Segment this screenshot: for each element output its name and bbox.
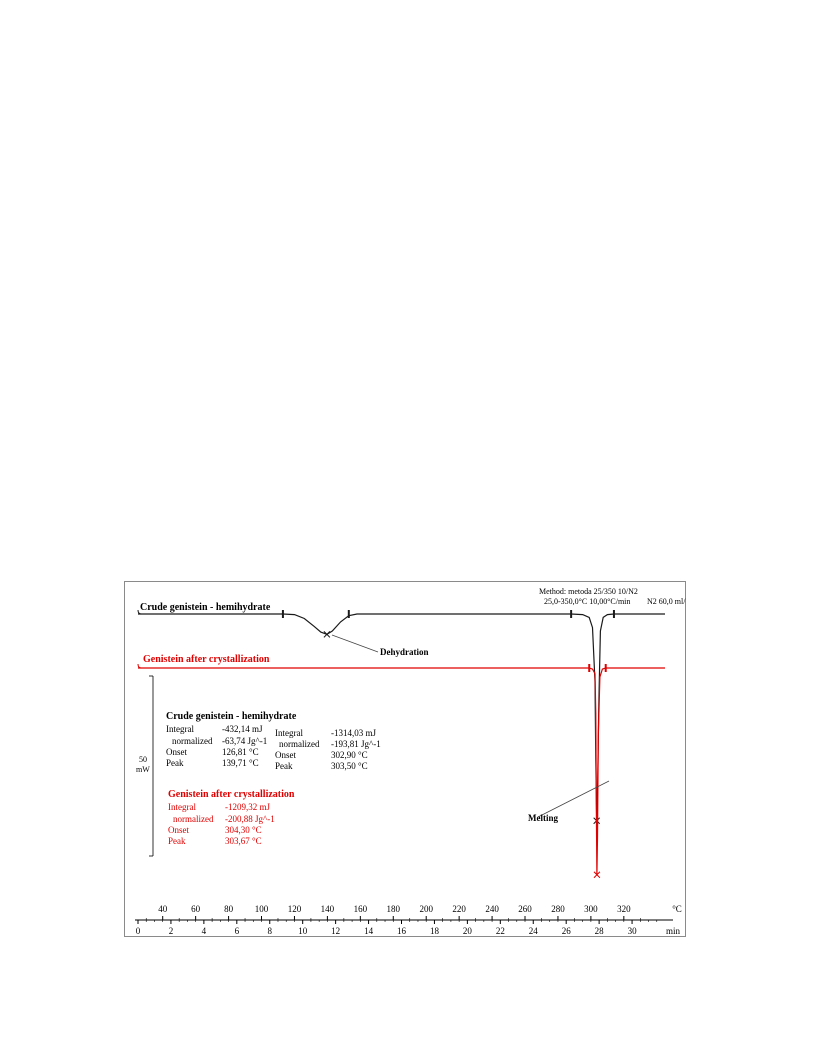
crude-dehyd-peak-value: 139,71 °C	[222, 758, 259, 768]
time-tick-label: 8	[267, 926, 272, 936]
time-tick-label: 16	[397, 926, 406, 936]
time-tick-label: 22	[495, 926, 505, 936]
temp-tick-label: 240	[485, 904, 499, 914]
scale-bar-value: 50	[139, 755, 147, 764]
temp-tick-label: 300	[584, 904, 598, 914]
crude-melt-integral-label: Integral	[275, 728, 303, 738]
time-tick-label: 20	[462, 926, 472, 936]
cryst-peak-value: 303,67 °C	[225, 836, 262, 846]
cryst-peak-label: Peak	[168, 836, 186, 846]
time-tick-label: 2	[168, 926, 174, 936]
temp-tick-label: 60	[191, 904, 201, 914]
temp-tick-label: 40	[158, 904, 168, 914]
time-tick-label: 30	[627, 926, 637, 936]
time-tick-label: 10	[298, 926, 308, 936]
crude-dehyd-peak-label: Peak	[166, 758, 184, 768]
temp-tick-label: 260	[518, 904, 532, 914]
dehydration-arrow	[332, 635, 378, 652]
dehydration-label: Dehydration	[380, 647, 429, 657]
temp-tick-label: 280	[551, 904, 565, 914]
crude-melt-peak-value: 303,50 °C	[331, 761, 368, 771]
crystallized-curve-label: Genistein after crystallization	[143, 654, 270, 665]
cryst-integral-value: -1209,32 mJ	[225, 802, 270, 812]
temp-tick-label: 320	[617, 904, 631, 914]
method-line-3: N2 60,0 ml/	[647, 597, 686, 606]
temp-tick-label: 80	[224, 904, 234, 914]
melting-label: Melting	[528, 813, 558, 823]
time-tick-label: 4	[201, 926, 207, 936]
time-tick-label: 24	[528, 926, 538, 936]
time-unit-label: min	[665, 926, 681, 936]
method-line-2: 25,0-350,0°C 10,00°C/min	[544, 597, 631, 606]
time-tick-label: 18	[429, 926, 439, 936]
time-tick-label: 6	[234, 926, 240, 936]
cryst-integral-label: Integral	[168, 802, 196, 812]
temp-tick-label: 200	[419, 904, 433, 914]
peak-marker	[324, 631, 330, 637]
annotation-arrows	[332, 635, 609, 817]
crude-dehyd-onset-label: Onset	[166, 747, 187, 757]
crude-dehyd-onset-value: 126,81 °C	[222, 747, 259, 757]
crude-melt-peak-label: Peak	[275, 761, 293, 771]
crude-dehyd-normalized-label: normalized	[172, 736, 213, 746]
scale-bar-unit: mW	[136, 765, 150, 774]
crude-dehyd-integral-label: Integral	[166, 724, 194, 734]
crude-melt-integral-value: -1314,03 mJ	[331, 728, 376, 738]
cryst-onset-value: 304,30 °C	[225, 825, 262, 835]
cryst-normalized-value: -200,88 Jg^-1	[225, 814, 275, 824]
crude-melt-normalized-value: -193,81 Jg^-1	[331, 739, 381, 749]
crude-results-title: Crude genistein - hemihydrate	[166, 711, 297, 722]
dsc-thermogram	[124, 581, 686, 937]
crude-melt-onset-value: 302,90 °C	[331, 750, 368, 760]
cryst-onset-label: Onset	[168, 825, 189, 835]
time-tick-label: 12	[331, 926, 341, 936]
method-line-1: Method: metoda 25/350 10/N2	[539, 587, 638, 596]
temp-tick-label: 140	[320, 904, 335, 914]
thermogram-plot	[125, 582, 687, 938]
crude-curve-label: Crude genistein - hemihydrate	[140, 602, 271, 613]
crude-melt-onset-label: Onset	[275, 750, 296, 760]
crude-melt-normalized-label: normalized	[279, 739, 320, 749]
temp-tick-label: 100	[254, 904, 269, 914]
temp-tick-label: 180	[386, 904, 401, 914]
temp-tick-label: 120	[287, 904, 302, 914]
temp-unit-label: °C	[672, 904, 682, 914]
crude-dehyd-normalized-value: -63,74 Jg^-1	[222, 736, 268, 746]
crystallized-results-title: Genistein after crystallization	[168, 789, 295, 800]
crude-dehyd-integral-value: -432,14 mJ	[222, 724, 263, 734]
time-tick-label: 28	[594, 926, 604, 936]
temp-tick-label: 160	[353, 904, 368, 914]
cryst-normalized-label: normalized	[173, 814, 214, 824]
temp-tick-label: 220	[452, 904, 466, 914]
time-tick-label: 14	[364, 926, 374, 936]
crystallized-curve	[138, 668, 665, 875]
time-tick-label: 26	[561, 926, 571, 936]
time-tick-label: 0	[135, 926, 141, 936]
